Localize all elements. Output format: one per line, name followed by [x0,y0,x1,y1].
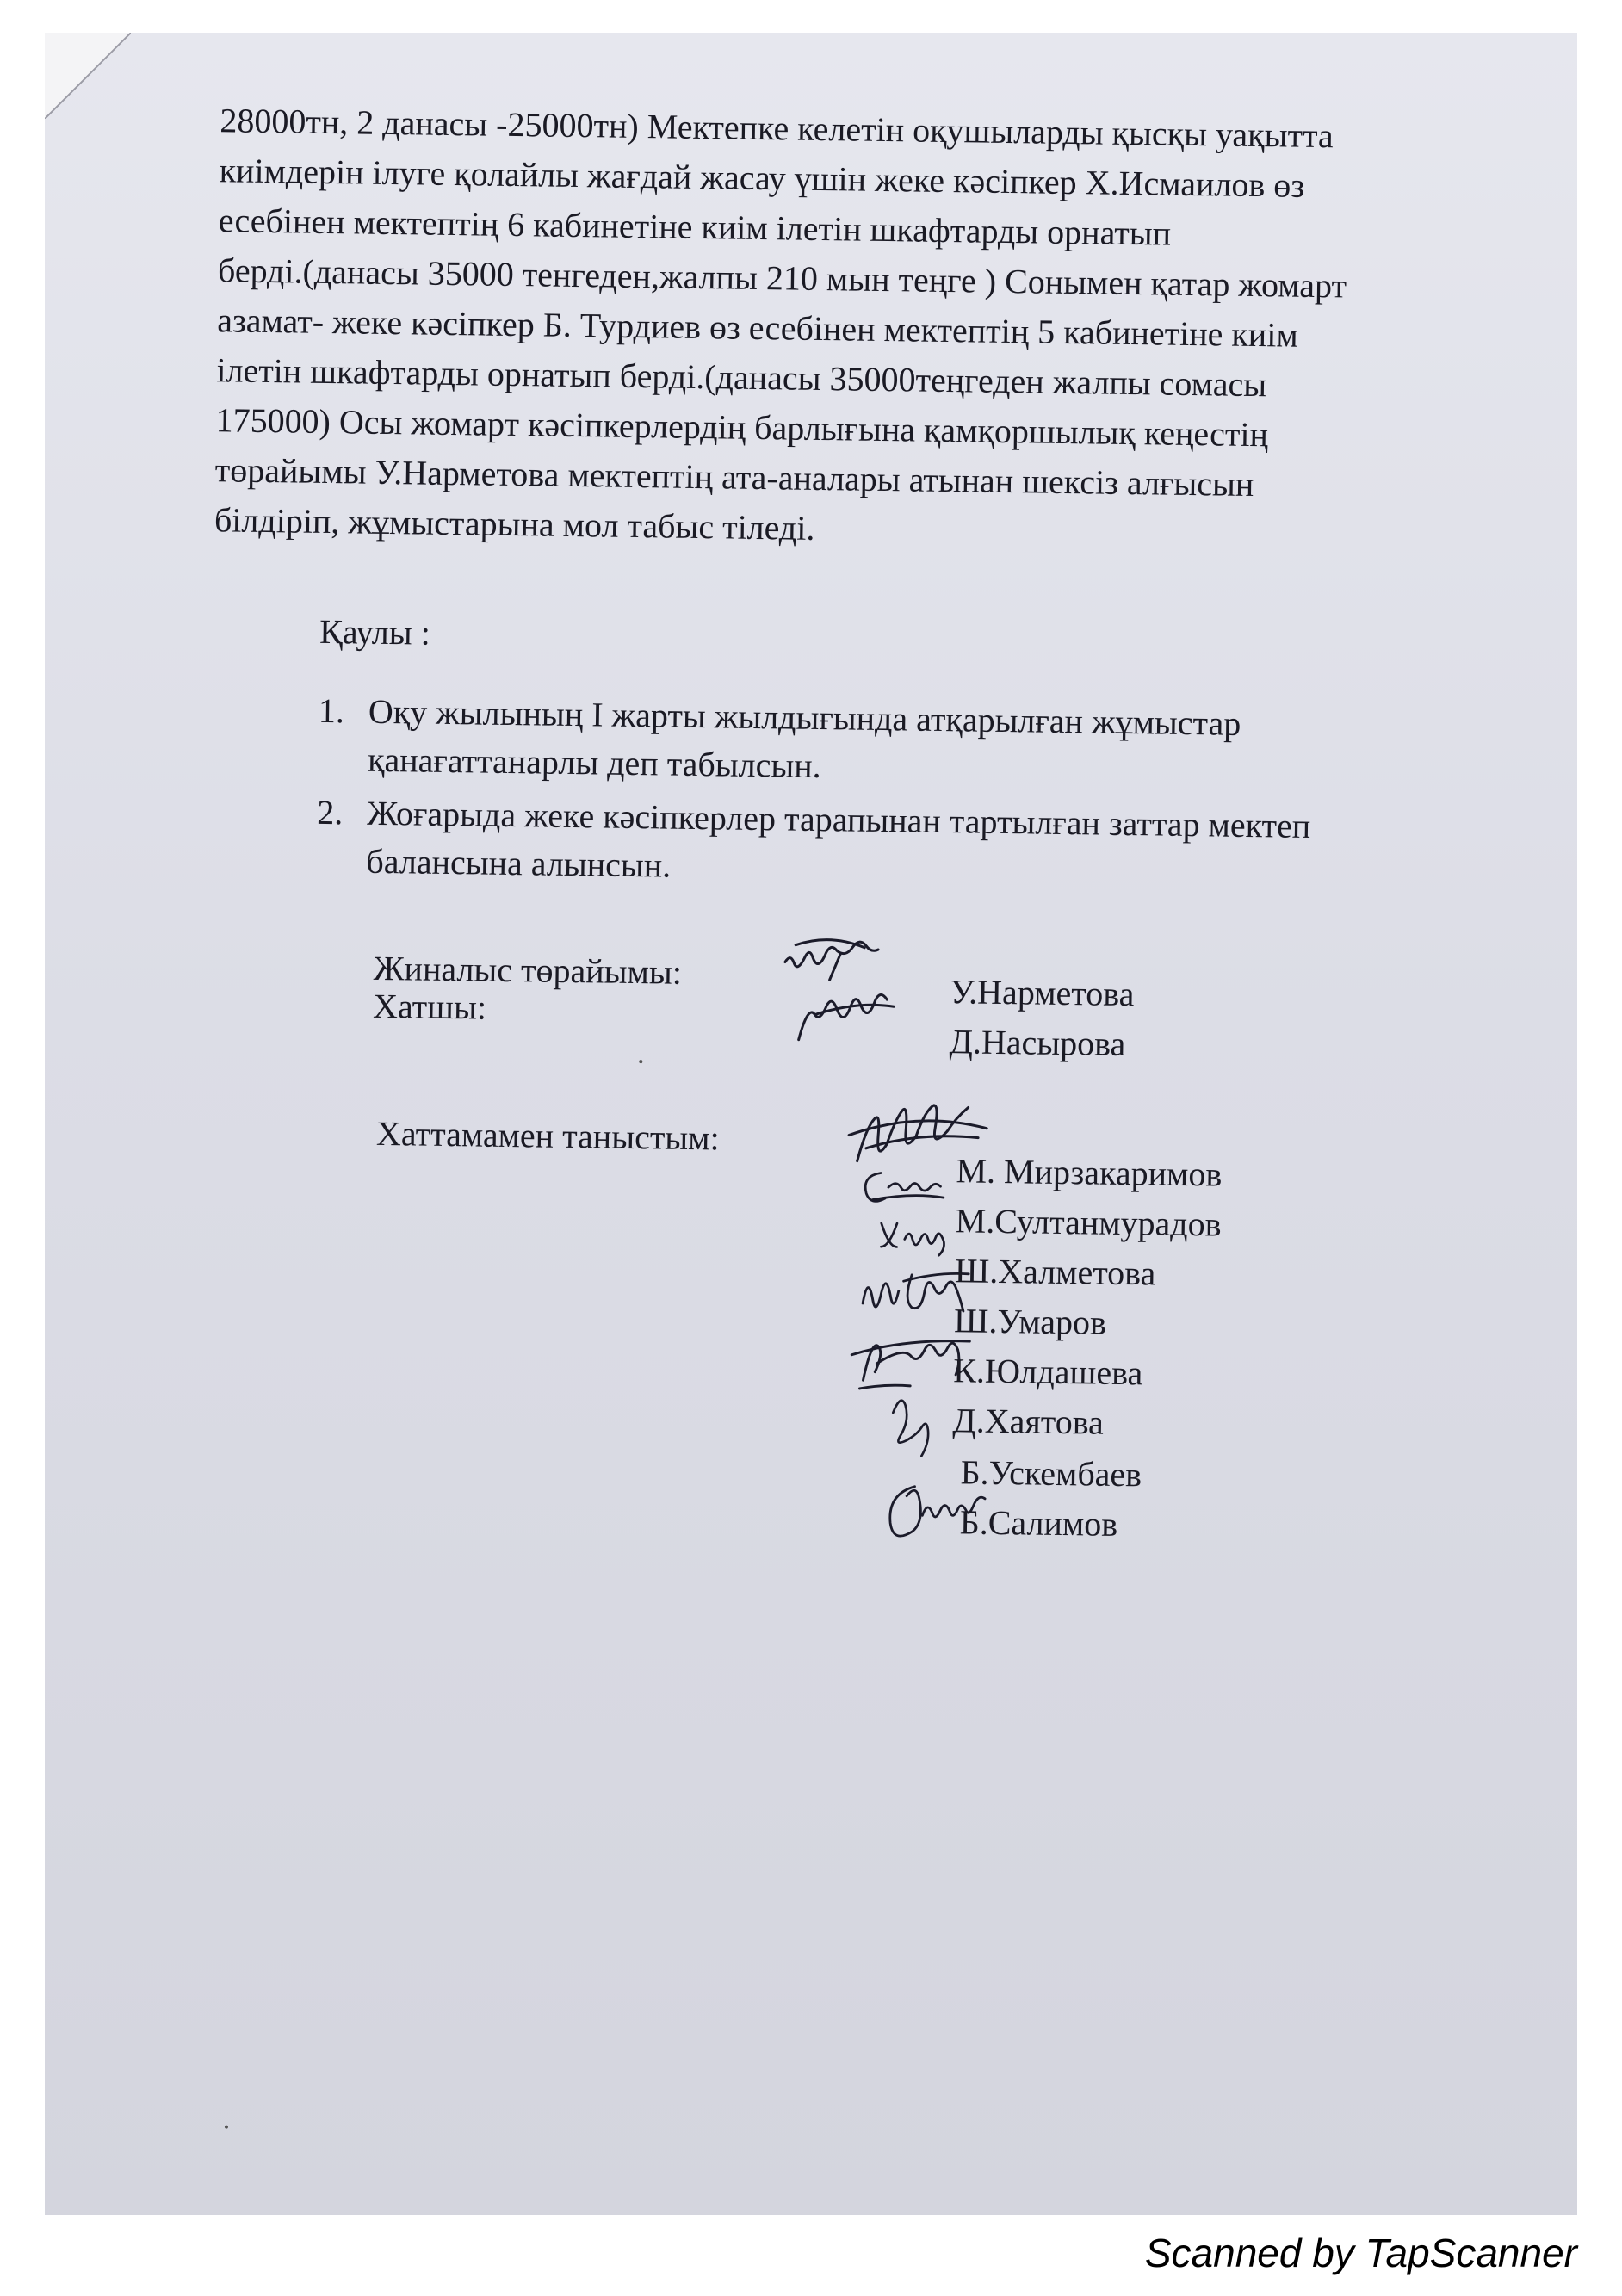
chair-label: Жиналыс төрайымы: [373,948,683,992]
resolution-item [45,788,1572,885]
resolution-item-number: 1. [318,690,345,731]
secretary-signature [785,988,915,1059]
signature-sultanmuradov [857,1163,952,1213]
acquainted-label: Хаттамамен таныстым: [375,1113,720,1158]
stray-mark [225,2126,228,2129]
paragraph-line: төрайымы У.Нарметова мектептің ата-аналары атынан шексіз алғысын [214,450,1254,504]
acquainted-name: Ш.Умаров [953,1301,1107,1342]
resolution-item-line: қанағаттанарлы деп табылсын. [367,740,822,786]
acquainted-name: Б.Салимов [959,1502,1118,1544]
acquainted-name: Д.Хаятова [952,1401,1105,1442]
chair-name: У.Нарметова [950,972,1135,1014]
resolution-item-line: балансына алынсын. [366,841,672,885]
secretary-label: Хатшы: [372,986,487,1027]
paragraph-line: киімдерін ілуге қолайлы жағдай жасау үшін жеке кәсіпкер Х.Исмаилов өз [219,151,1305,205]
paragraph-line: 175000) Осы жомарт кәсіпкерлердің барлығына қамқоршылық кеңестің [215,400,1269,455]
signature-khalmetova [873,1215,960,1264]
resolution-heading: Қаулы : [319,611,431,653]
acquainted-name: М. Мирзакаримов [956,1151,1223,1194]
resolution-item-line: Оқу жылының І жарты жылдығында атқарылған жұмыстар [368,691,1241,743]
acquainted-name: М.Султанмурадов [955,1201,1222,1244]
scanner-watermark: Scanned by TapScanner [1144,2231,1577,2275]
stray-mark [639,1060,642,1063]
paragraph-line: білдіріп, жұмыстарына мол табыс тіледі. [214,500,815,548]
secretary-name: Д.Насырова [949,1022,1126,1064]
paragraph-line: есебінен мектептің 6 кабинетіне киім ілетін шкафтарды орнатып [218,201,1172,253]
resolution-item-number: 2. [316,792,344,832]
paragraph-line: берді.(данасы 35000 тенгеден,жалпы 210 мын теңге ) Сонымен қатар жомарт [217,251,1347,306]
resolution-item-line: Жоғарыда жеке кәсіпкерлер тарапынан тартылған заттар мектеп [366,793,1311,846]
acquainted-name: Ш.Халметова [954,1251,1156,1293]
signature-khayatova [883,1389,953,1460]
scanned-page [45,33,1577,2215]
resolution-item [45,686,1574,786]
acquainted-name: К.Юлдашева [952,1351,1143,1393]
paragraph-line: ілетін шкафтарды орнатып берді.(данасы 35000теңгеден жалпы сомасы [216,350,1267,405]
acquainted-name: Б.Ускембаев [960,1452,1142,1495]
document-body [45,33,1577,2215]
paragraph-line: азамат- жеке кәсіпкер Б. Турдиев өз есебінен мектептің 5 кабинетіне киім [216,300,1299,355]
paragraph-line: 28000тн, 2 данасы -25000тн) Мектепке келетін оқушыларды қысқы уақытта [220,101,1334,156]
